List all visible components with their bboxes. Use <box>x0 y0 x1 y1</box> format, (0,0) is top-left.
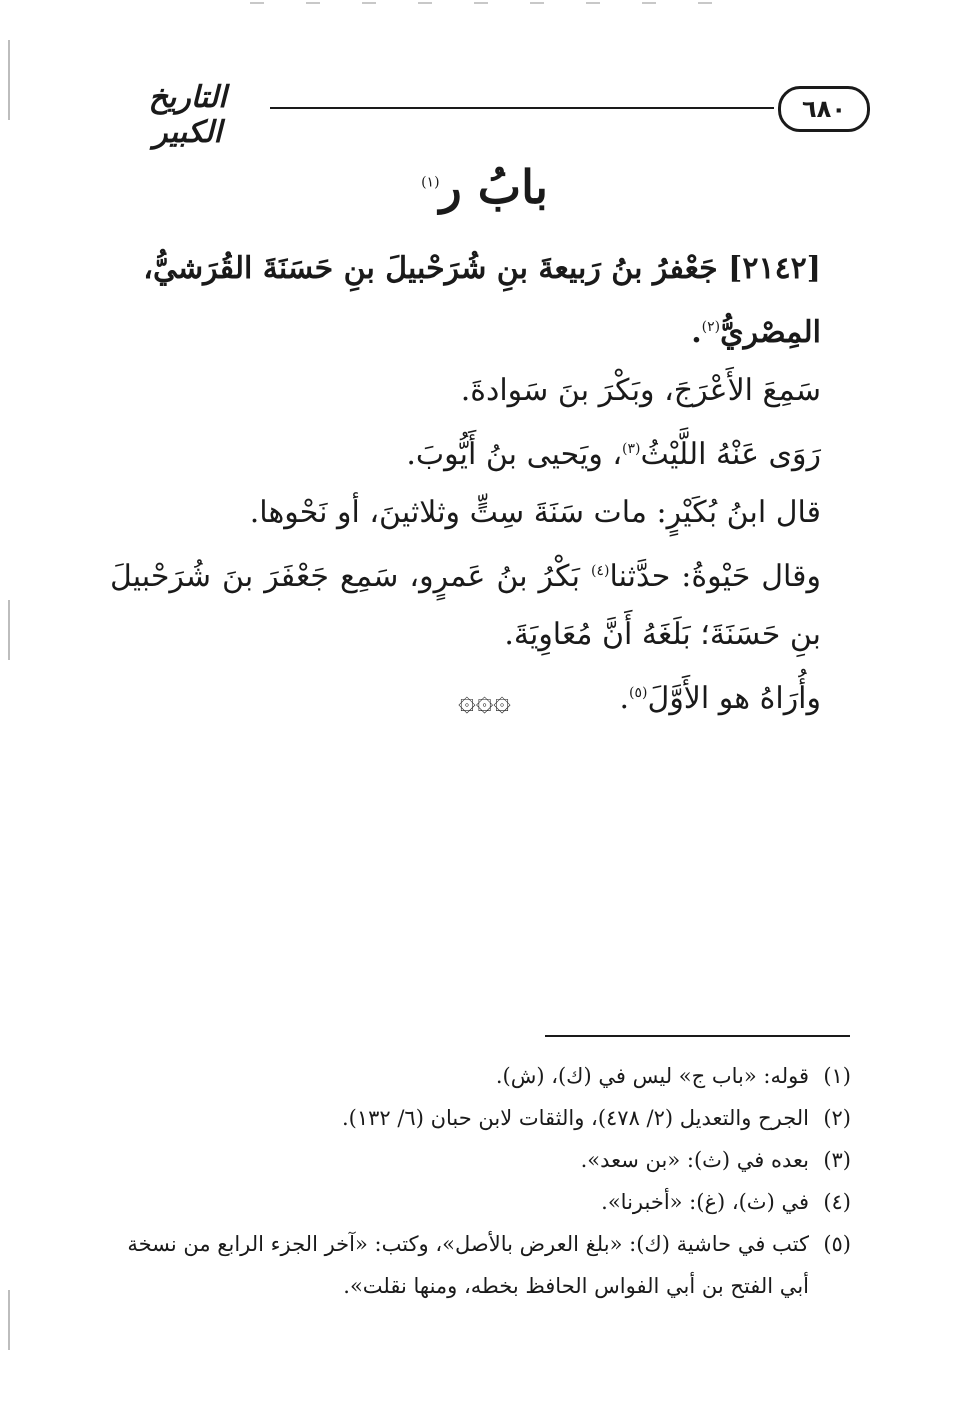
body-line <box>110 420 821 484</box>
footnote-number: (٢) <box>823 1106 851 1130</box>
body-line-part: رَوَى عَنْهُ اللَّيْثُ <box>640 437 821 472</box>
footnote-text: في (ث)، (غ): «أخبرنا». <box>601 1190 809 1214</box>
scan-artifact-left <box>8 1290 10 1350</box>
footnote-number: (٣) <box>823 1148 851 1172</box>
note-ref: (٤) <box>591 563 610 579</box>
body-line <box>110 542 821 664</box>
body-line-part: . <box>619 681 630 716</box>
footnote <box>105 1055 851 1097</box>
footnote-number: (٥) <box>823 1232 851 1256</box>
section-ornament-icon: ۞۞۞ <box>458 683 511 718</box>
footnote <box>105 1097 851 1139</box>
footnote <box>105 1223 851 1307</box>
note-ref: (٥) <box>629 685 648 701</box>
page-header <box>110 80 870 150</box>
chapter-note-ref: (١) <box>421 174 440 191</box>
footnote-text: الجرح والتعديل (٢/ ٤٧٨)، والثقات لابن حبان (٦/ ١٣٢). <box>341 1106 809 1130</box>
body-line: سَمِعَ الأَعْرَجَ، وبَكْرَ بنَ سَوادةَ. <box>460 373 821 408</box>
footnote-text: كتب في حاشية (ك): «بلغ العرض بالأصل»، وكتب: «آخر الجزء الرابع من نسخة أبي الفتح بن أبي الفواس الحافظ بخطه، ومنها نقلت». <box>127 1232 809 1298</box>
body-line-part: وأُرَاهُ هو الأَوَّلَ <box>647 681 821 716</box>
page-number: ٦٨٠ <box>778 86 870 132</box>
footnote-number: (١) <box>823 1064 851 1088</box>
note-ref: (٣) <box>622 441 641 457</box>
body-text <box>110 240 821 728</box>
running-title: التاريخ الكبير <box>148 80 227 150</box>
chapter-heading <box>0 160 969 214</box>
footnote <box>105 1139 851 1181</box>
footnote-text: بعده في (ث): «بن سعد». <box>580 1148 809 1172</box>
footnote-rule <box>545 1035 850 1037</box>
footnote-number: (٤) <box>823 1190 851 1214</box>
entry-number: [٢١٤٢] <box>728 251 821 286</box>
body-line-part: وقال حَيْوةُ: حدَّثنا <box>609 559 821 594</box>
footnotes <box>105 1055 851 1307</box>
scan-artifact-left <box>8 40 10 120</box>
entry-heading: [٢١٤٢] جَعْفرُ بنُ رَبيعةَ بنِ شُرَحْبيلَ بنِ حَسَنَةَ القُرَشيُّ، المِصْريُّ$^{(٢)}$. <box>143 251 821 350</box>
body-line: قال ابنُ بُكَيْرٍ: مات سَنَةَ سِتٍّ وثلاثينَ، أو نَحْوها. <box>249 495 821 530</box>
entry-note-ref: (٢) <box>701 319 721 335</box>
body-line-part: بَكْرُ بنُ عَمرٍو، سَمِع جَعْفَرَ بنَ شُرَحْبيلَ بنِ حَسَنَةَ؛ بَلَغَهُ أَنَّ مُعَاوِيَةَ. <box>110 559 821 652</box>
body-line-part: ، ويَحيى بنُ أَيُّوبَ. <box>406 437 623 472</box>
chapter-title: بابُ ر <box>439 160 548 214</box>
entry-name: جَعْفرُ بنُ رَبيعةَ بنِ شُرَحْبيلَ بنِ حَسَنَةَ القُرَشيُّ، المِصْريُّ <box>143 251 821 350</box>
footnote-text: قوله: «باب ج» ليس في (ك)، (ش). <box>495 1064 809 1088</box>
footnote <box>105 1181 851 1223</box>
header-rule <box>270 107 774 109</box>
scan-artifact-top <box>250 2 720 4</box>
scan-artifact-left <box>8 600 10 660</box>
